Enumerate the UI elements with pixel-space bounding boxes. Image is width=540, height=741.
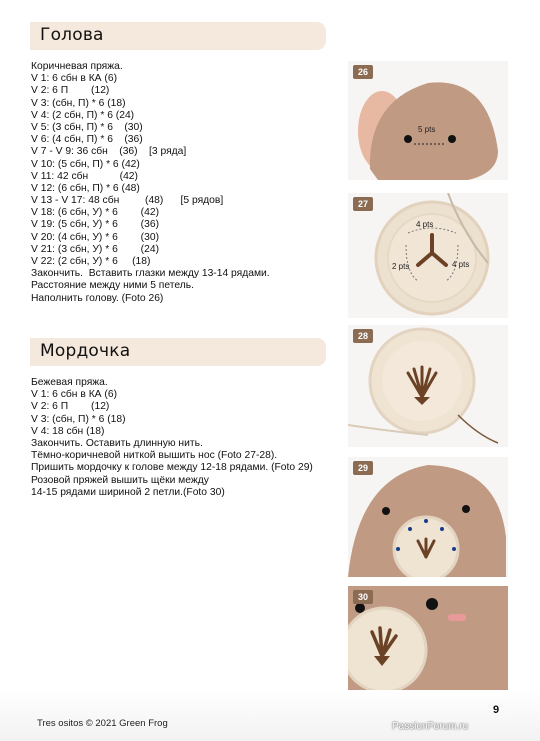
embroidered-nose-illustration xyxy=(348,325,508,447)
pattern-line: V 2: 6 П (12) xyxy=(31,401,110,413)
photo-29 xyxy=(348,457,508,577)
head-photo-illustration xyxy=(348,61,508,180)
photo-number-badge: 29 xyxy=(353,461,373,475)
pattern-line: V 4: (2 сбн, П) * 6 (24) xyxy=(31,109,135,121)
pattern-line: Бежевая пряжа. xyxy=(31,377,108,388)
pattern-line: V 18: (6 сбн, У) * 6 (42) xyxy=(31,207,159,219)
pattern-line: V 22: (2 сбн, У) * 6 (18) xyxy=(31,256,151,267)
pattern-line: V 3: (сбн, П) * 6 (18) xyxy=(31,413,126,425)
pattern-text-muzzle xyxy=(31,377,313,499)
pattern-line: V 20: (4 сбн, У) * 6 (30) xyxy=(31,231,159,243)
stitch-count-label: 4 pts xyxy=(416,220,434,229)
pattern-line: V 11: 42 сбн (42) xyxy=(31,170,138,182)
pattern-line: Наполнить голову. (Foto 26) xyxy=(31,292,164,304)
pattern-line: Закончить. Вставить глазки между 13-14 рядами. xyxy=(31,268,270,280)
pattern-line: V 2: 6 П (12) xyxy=(31,85,110,97)
section-header-muzzle xyxy=(30,338,326,366)
pattern-line: V 6: (4 сбн, П) * 6 (36) xyxy=(31,134,143,146)
section-header-head xyxy=(30,22,326,50)
photo-number-badge: 28 xyxy=(353,329,373,343)
pattern-line: V 21: (3 сбн, У) * 6 (24) xyxy=(31,243,159,255)
photo-27 xyxy=(348,193,508,318)
stitch-count-label: 2 pts xyxy=(392,262,410,271)
pattern-line: V 10: (5 сбн, П) * 6 (42) xyxy=(31,158,140,170)
footer-credit: Tres ositos © 2021 Green Frog xyxy=(37,718,168,729)
pattern-line: 14-15 рядами шириной 2 петли.(Foto 30) xyxy=(31,486,225,498)
pattern-line: V 1: 6 сбн в КА (6) xyxy=(31,73,118,85)
muzzle-pinned-illustration xyxy=(348,457,508,577)
stitch-count-label: 5 pts xyxy=(418,125,436,134)
pattern-line: V 3: (сбн, П) * 6 (18) xyxy=(31,97,126,109)
muzzle-circle-illustration xyxy=(348,193,508,318)
photo-28 xyxy=(348,325,508,447)
pattern-line: V 13 - V 17: 48 сбн (48) [5 рядов] xyxy=(31,195,224,207)
photo-number-badge: 27 xyxy=(353,197,373,211)
pattern-line: Коричневая пряжа. xyxy=(31,61,123,72)
watermark: PassionForum.ru xyxy=(392,721,469,732)
photo-26 xyxy=(348,61,508,180)
pattern-line: V 19: (5 сбн, У) * 6 (36) xyxy=(31,219,159,231)
pattern-line: Расстояние между ними 5 петель. xyxy=(31,280,194,292)
pattern-text-head xyxy=(31,61,270,305)
pattern-line: V 4: 18 сбн (18) xyxy=(31,425,105,437)
pattern-line: V 1: 6 сбн в КА (6) xyxy=(31,389,118,401)
photo-number-badge: 26 xyxy=(353,65,373,79)
pattern-line: Розовой пряжей вышить щёки между xyxy=(31,474,209,486)
section-title: Голова xyxy=(40,25,104,45)
pattern-line: V 7 - V 9: 36 сбн (36) [3 ряда] xyxy=(31,146,187,158)
section-title: Мордочка xyxy=(40,341,131,361)
photo-30 xyxy=(348,586,508,690)
page-number: 9 xyxy=(493,704,500,716)
pattern-line: V 12: (6 сбн, П) * 6 (48) xyxy=(31,182,140,194)
pattern-line: Закончить. Оставить длинную нить. xyxy=(31,437,203,449)
pattern-line: Пришить мордочку к голове между 12-18 рядами. (Foto 29) xyxy=(31,462,313,474)
stitch-count-label: 4 pts xyxy=(452,260,470,269)
photo-number-badge: 30 xyxy=(353,590,373,604)
pattern-line: Тёмно-коричневой ниткой вышить нос (Foto 27-28). xyxy=(31,450,278,462)
pattern-line: V 5: (3 сбн, П) * 6 (30) xyxy=(31,121,143,133)
footer-shade xyxy=(0,690,540,741)
